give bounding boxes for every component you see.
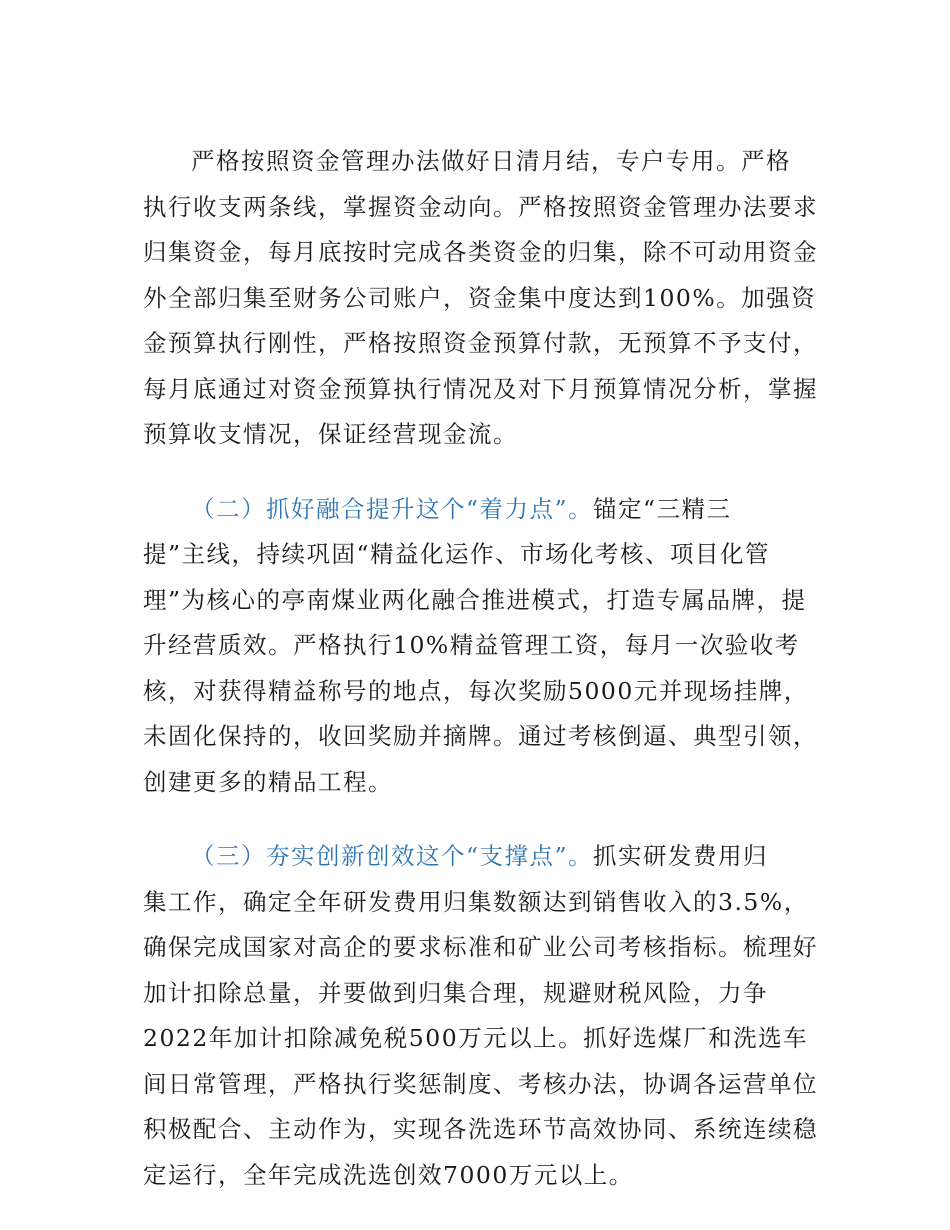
section-heading-2: （二）抓好融合提升这个“着力点”。 [191,494,594,523]
text-run: 锚定“三精三 [593,494,732,523]
text-line: 执行收支两条线，掌握资金动向。严格按照资金管理办法要求 [143,192,818,221]
text-line: 核，对获得精益称号的地点，每次奖励5000元并现场挂牌， [143,676,809,705]
paragraph-integration [143,487,818,806]
text-line: 提”主线，持续巩固“精益化运作、市场化考核、项目化管 [143,540,771,568]
text-line: 外全部归集至财务公司账户，资金集中度达到100%。加强资 [143,283,817,312]
text-line: 集工作，确定全年研发费用归集数额达到销售收入的3.5%， [143,887,809,916]
text-line: 每月底通过对资金预算执行情况及对下月预算情况分析，掌握 [143,374,818,403]
section-heading-3: （三）夯实创新创效这个“支撑点”。 [191,842,594,870]
text-line: 确保完成国家对高企的要求标准和矿业公司考核指标。梳理好 [143,933,818,961]
text-run: 抓实研发费用归 [593,842,769,870]
text-line: 升经营质效。严格执行10%精益管理工资，每月一次验收考 [143,631,800,659]
text-line: 创建更多的精品工程。 [143,767,393,796]
text-line: 积极配合、主动作为，实现各洗选环节高效协同、系统连续稳 [143,1115,818,1143]
document-page [143,139,818,1198]
paragraph-first-line [143,834,813,880]
text-line: 预算收支情况，保证经营现金流。 [143,420,518,448]
text-line: 金预算执行刚性，严格按照资金预算付款，无预算不予支付， [143,329,818,357]
text-line: 2022年加计扣除减免税500万元以上。抓好选煤厂和洗选车 [143,1024,809,1052]
text-line: 未固化保持的，收回奖励并摘牌。通过考核倒逼、典型引领， [143,722,818,750]
text-line: 加计扣除总量，并要做到归集合理，规避财税风险，力争 [143,978,768,1007]
text-line: 间日常管理，严格执行奖惩制度、考核办法，协调各运营单位 [143,1069,818,1098]
text-line: 理”为核心的亭南煤业两化融合推进模式，打造专属品牌，提 [143,585,807,614]
paragraph-innovation [143,834,818,1198]
paragraph-first-line [143,487,813,533]
text-line: 严格按照资金管理办法做好日清月结，专户专用。严格 [191,147,791,175]
text-line: 归集资金，每月底按时完成各类资金的归集，除不可动用资金 [143,238,818,266]
paragraph-fund-management [143,139,818,458]
text-line: 定运行，全年完成洗选创效7000万元以上。 [143,1160,634,1189]
